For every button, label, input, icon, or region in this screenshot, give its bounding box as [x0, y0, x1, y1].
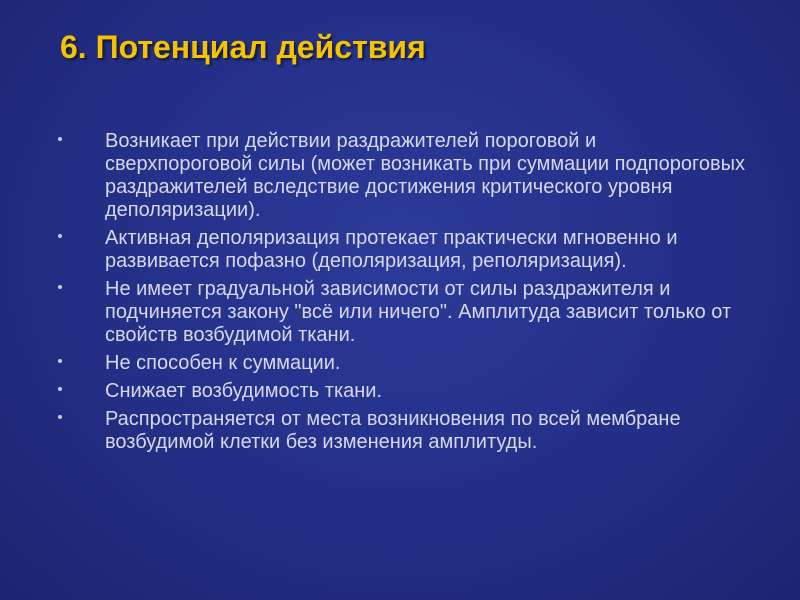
bullet-text: Возникает при действии раздражителей пороговой и сверхпороговой силы (может возникать при суммации подпороговых раздражителей вследствие достижения критического уровня деполяризации).: [105, 130, 745, 221]
bullet-list: [58, 130, 748, 459]
bullet-text: Не имеет градуальной зависимости от силы раздражителя и подчиняется закону "всё или ничего". Амплитуда зависит только от свойств возбудимой ткани.: [105, 278, 732, 346]
bullet-item: [58, 227, 748, 273]
bullet-text: Распространяется от места возникновения по всей мембране возбудимой клетки без изменения амплитуды.: [105, 408, 681, 453]
bullet-dot-icon: [58, 137, 62, 141]
bullet-item: [58, 380, 748, 403]
bullet-item: [58, 278, 748, 347]
bullet-dot-icon: [58, 359, 62, 363]
bullet-text: Снижает возбудимость ткани.: [105, 380, 383, 402]
bullet-item: [58, 352, 748, 375]
bullet-dot-icon: [58, 285, 62, 289]
slide-title: 6. Потенциал действия: [60, 29, 426, 65]
bullet-item: [58, 408, 748, 454]
bullet-item: [58, 130, 748, 222]
bullet-text: Не способен к суммации.: [105, 352, 341, 374]
bullet-dot-icon: [58, 387, 62, 391]
bullet-dot-icon: [58, 415, 62, 419]
bullet-dot-icon: [58, 234, 62, 238]
bullet-text: Активная деполяризация протекает практически мгновенно и развивается пофазно (деполяризация, реполяризация).: [105, 227, 678, 272]
